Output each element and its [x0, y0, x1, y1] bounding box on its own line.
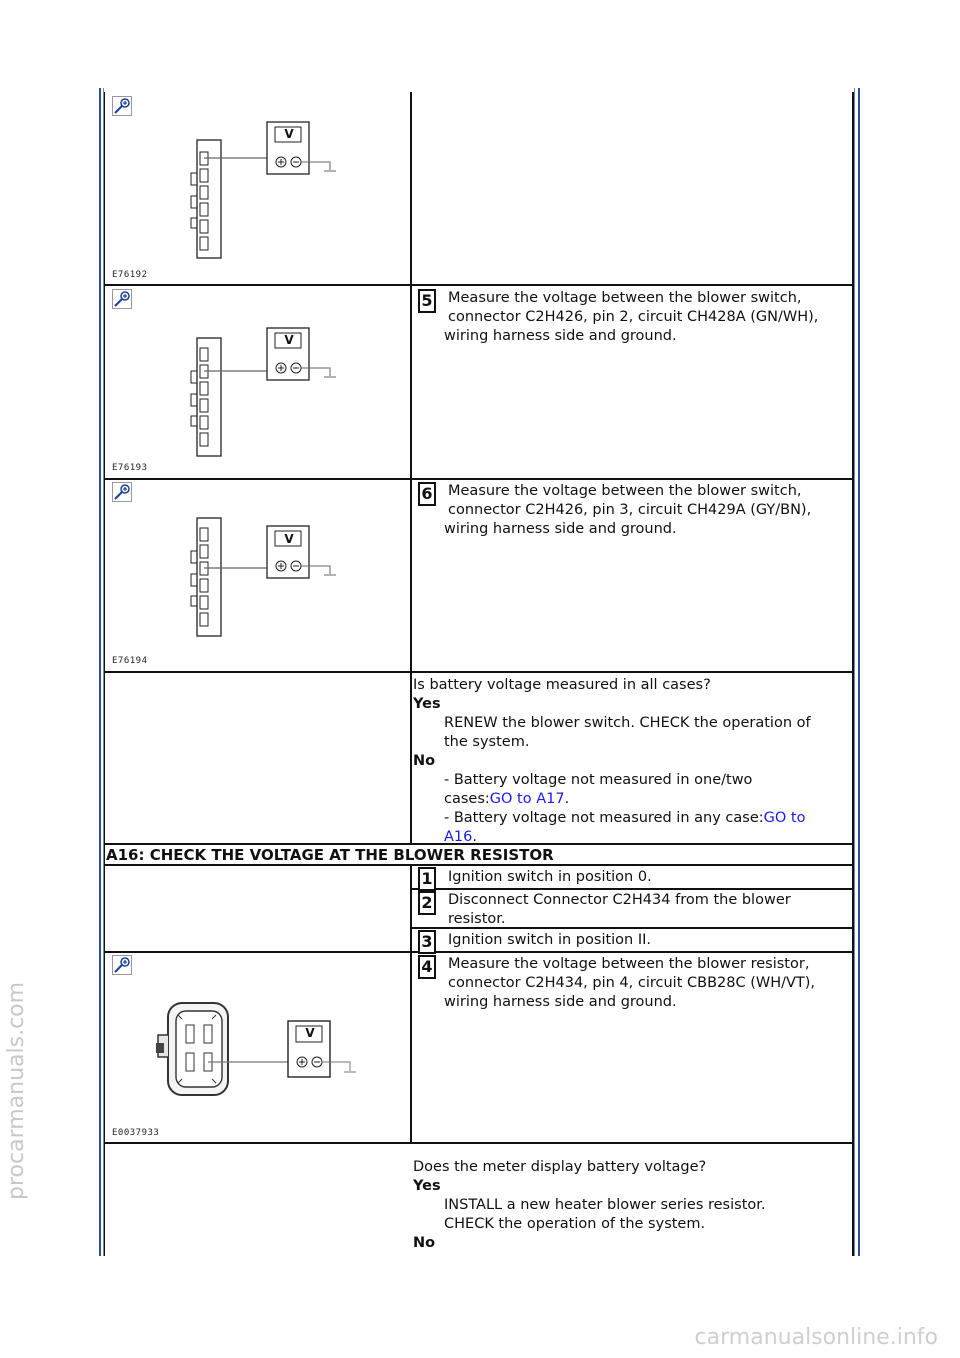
voltmeter-label: V — [305, 1026, 315, 1040]
result-question: Is battery voltage measured in all cases? — [413, 677, 711, 693]
row-divider — [104, 671, 854, 673]
page-frame-left — [99, 88, 101, 1256]
step-number: 2 — [418, 891, 436, 915]
no-label: No — [413, 753, 436, 769]
section-heading-a16: A16: CHECK THE VOLTAGE AT THE BLOWER RESISTOR — [106, 846, 554, 864]
zoom-icon[interactable] — [112, 955, 132, 975]
row-divider — [104, 284, 854, 286]
voltmeter-label: V — [284, 127, 294, 141]
voltmeter-label: V — [284, 532, 294, 546]
row-divider — [410, 888, 854, 890]
zoom-icon[interactable] — [112, 482, 132, 502]
step-1-text: Ignition switch in position 0. — [448, 869, 652, 885]
yes-label: Yes — [413, 696, 441, 712]
row-divider — [104, 478, 854, 480]
result-a15: Is battery voltage measured in all cases? Yes RENEW the blower switch. CHECK the operation of the system. No - Battery voltage not measured in one/two cases:GO to A17. - Battery voltage not measured in any case:GO to A16. — [413, 677, 811, 845]
step-number: 4 — [418, 955, 436, 979]
row-divider — [104, 1142, 854, 1144]
step-number: 3 — [418, 930, 436, 954]
zoom-icon[interactable] — [112, 289, 132, 309]
link-go-to-a16[interactable]: GO to — [763, 810, 806, 826]
table-divider-vertical — [410, 92, 412, 844]
step-2-text: Disconnect Connector C2H434 from the blower resistor. — [448, 892, 791, 927]
result-question: Does the meter display battery voltage? — [413, 1159, 707, 1175]
figure-id: E76194 — [112, 656, 148, 666]
table-divider-vertical-2 — [410, 866, 412, 1144]
step-number: 1 — [418, 867, 436, 891]
watermark-procarmanuals: procarmanuals.com — [4, 981, 29, 1200]
zoom-icon[interactable] — [112, 96, 132, 116]
connector-diagram — [180, 514, 350, 659]
step-number: 6 — [418, 482, 436, 506]
connector-diagram — [180, 118, 350, 263]
table-left-border — [104, 92, 105, 1256]
link-go-to-a16-cont[interactable]: A16 — [444, 829, 473, 845]
watermark-carmanualsonline: carmanualsonline.info — [694, 1325, 938, 1350]
yes-label: Yes — [413, 1178, 441, 1194]
figure-id: E0037933 — [112, 1128, 160, 1138]
step-5-text: Measure the voltage between the blower switch, connector C2H426, pin 2, circuit CH428A (GN/WH), wiring harness side and ground. — [444, 290, 819, 344]
voltmeter-label: V — [284, 333, 294, 347]
result-a16: Does the meter display battery voltage? Yes INSTALL a new heater blower series resistor. CHECK the operation of the system. No — [413, 1159, 766, 1251]
figure-id: E76192 — [112, 270, 148, 280]
resistor-connector-diagram — [148, 995, 368, 1105]
page-frame-right — [858, 88, 860, 1256]
connector-diagram — [180, 324, 350, 469]
step-4-text: Measure the voltage between the blower resistor, connector C2H434, pin 4, circuit CBB28C (WH/VT), wiring harness side and ground. — [444, 956, 816, 1010]
step-6-text: Measure the voltage between the blower switch, connector C2H426, pin 3, circuit CH429A (GY/BN), wiring harness side and ground. — [444, 483, 812, 537]
figure-id: E76193 — [112, 463, 148, 473]
no-label: No — [413, 1235, 436, 1251]
step-number: 5 — [418, 289, 436, 313]
row-divider — [104, 951, 854, 953]
page-frame-right-inner — [854, 88, 855, 1256]
step-3-text: Ignition switch in position II. — [448, 932, 652, 948]
table-right-border — [852, 92, 854, 1256]
link-go-to-a17[interactable]: GO to A17 — [489, 791, 565, 807]
